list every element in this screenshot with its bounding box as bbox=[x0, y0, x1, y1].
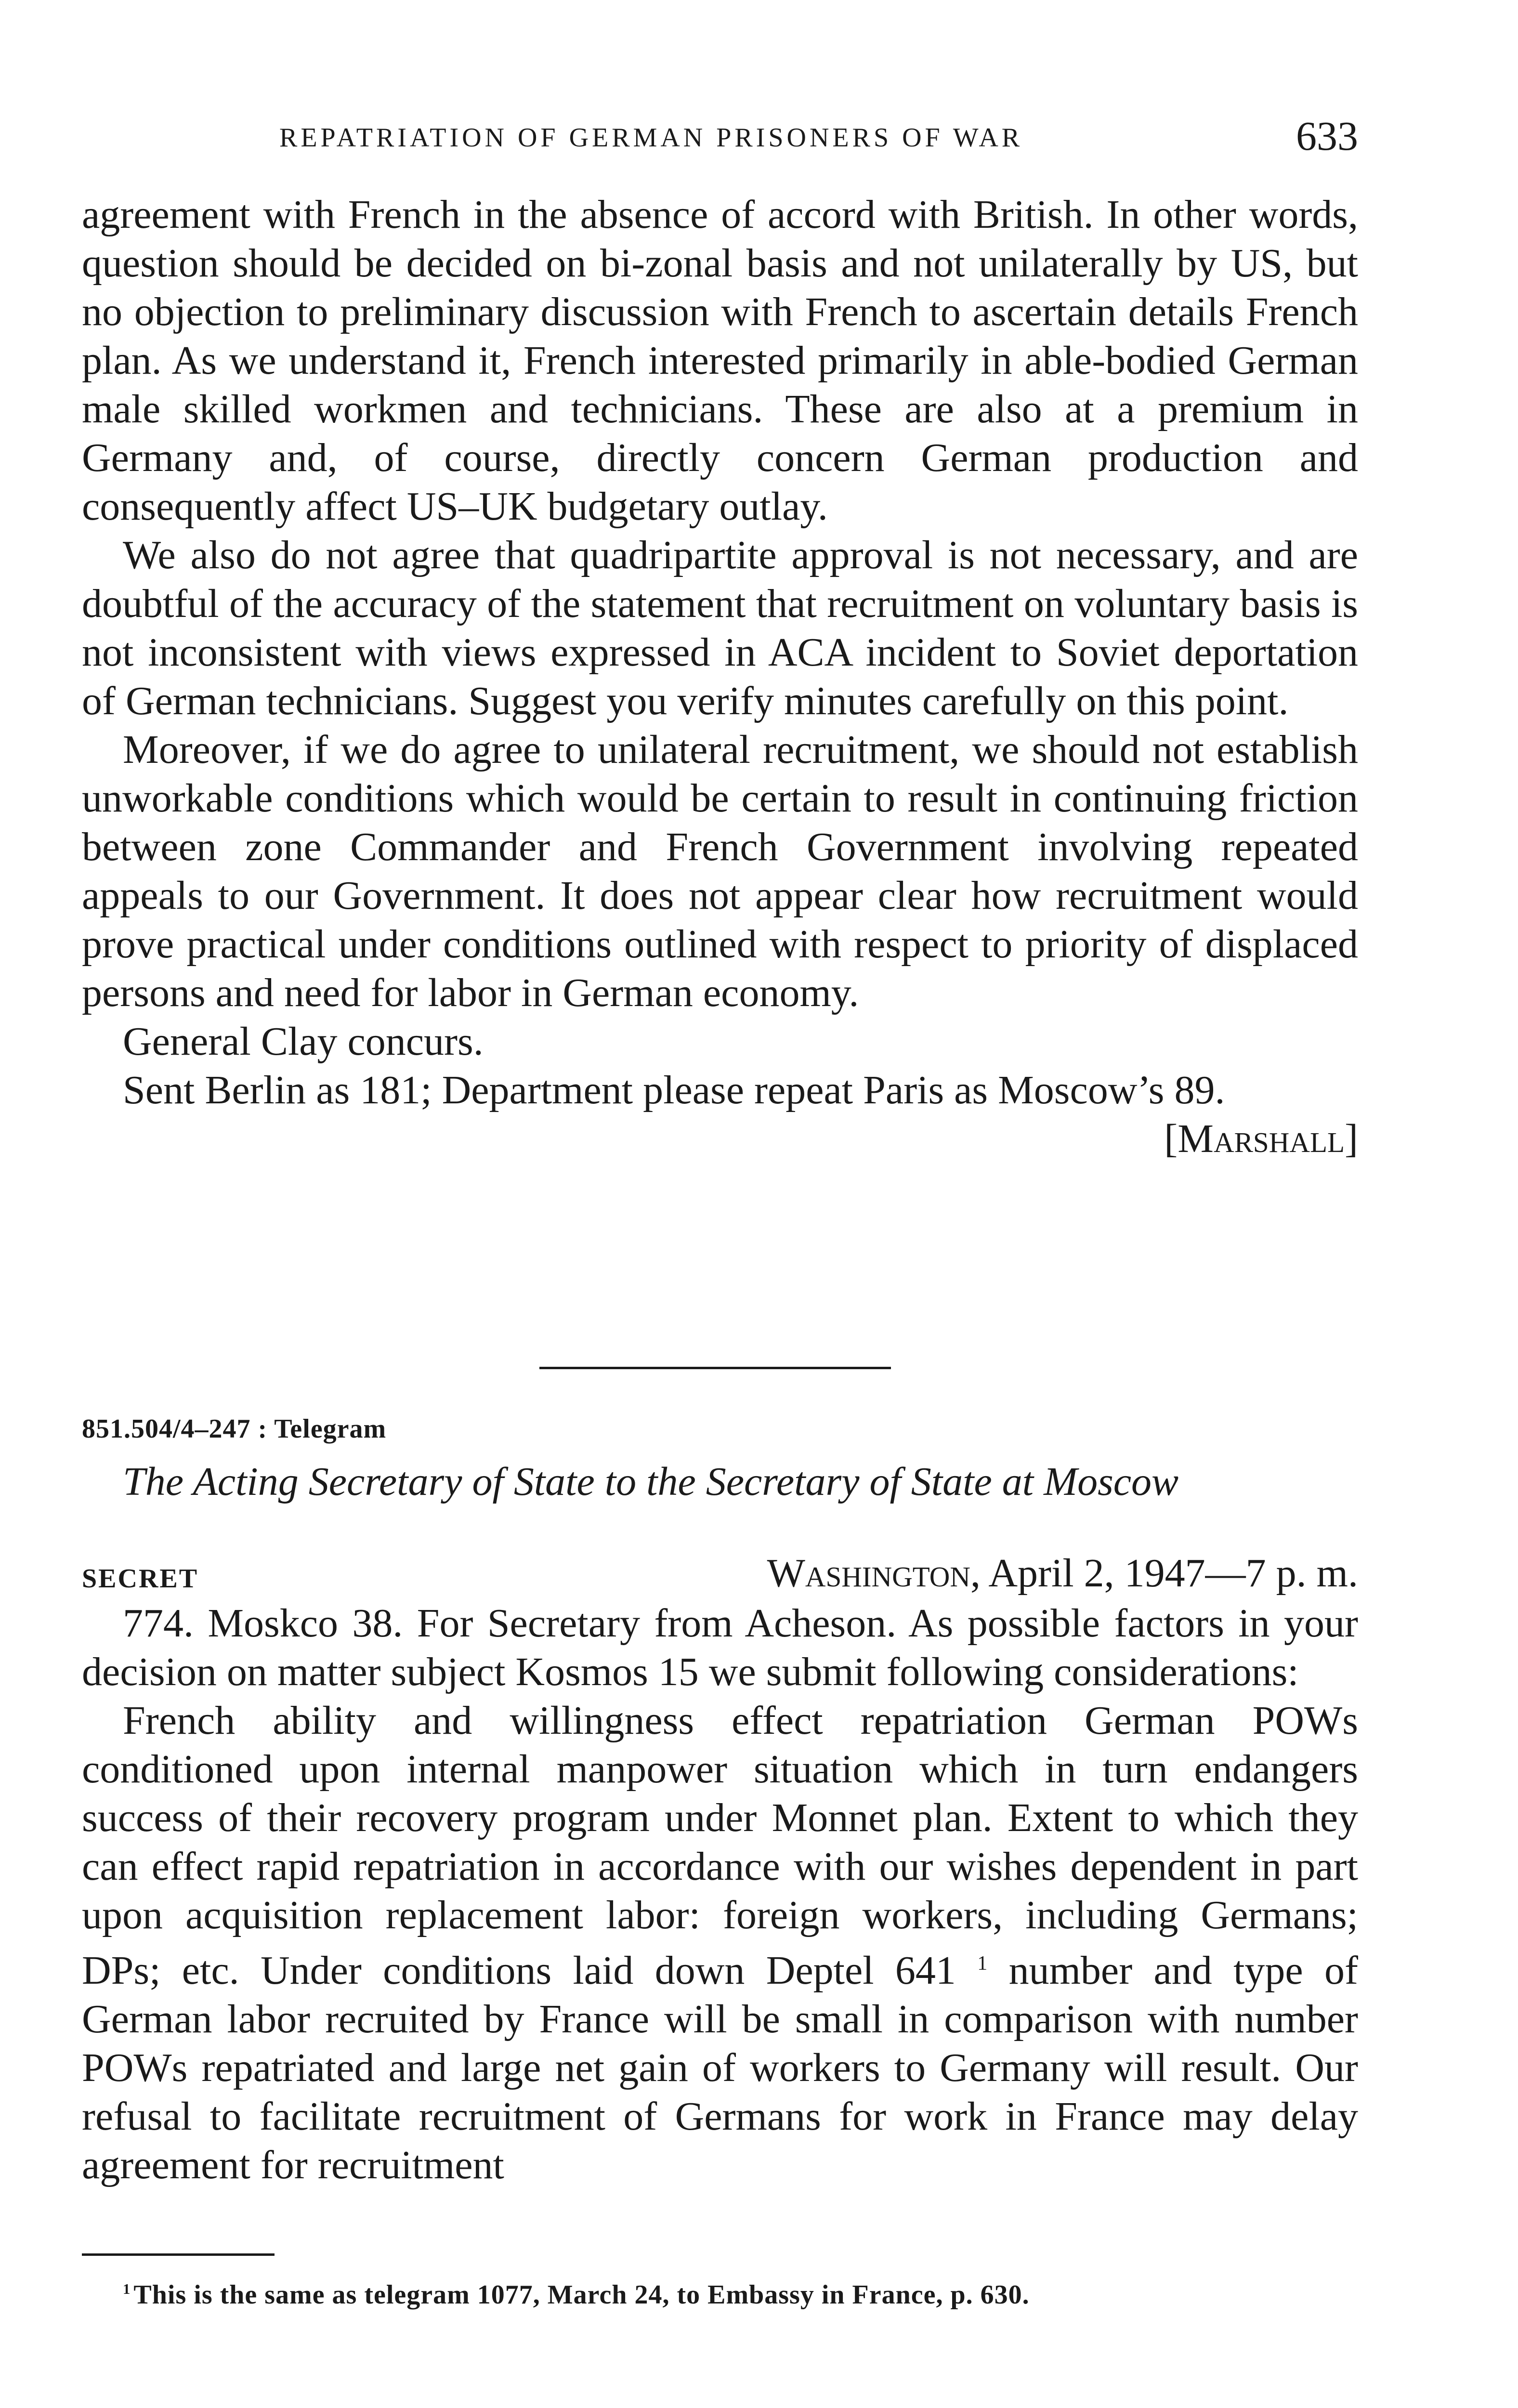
paragraph bbox=[82, 1696, 1358, 2189]
document-heading: The Acting Secretary of State to the Secretary of State at Moscow bbox=[123, 1459, 1179, 1504]
running-head bbox=[82, 112, 1358, 170]
paragraph-text: French ability and willingness effect repatriation German POWs conditioned upon internal manpower situation which in turn endangers success of their recovery program under Monnet plan. Extent to which they can effect rapid repatriation in accordance with our wishes dependent in part upon acquisition replacement labor: foreign workers, including Germans; DPs; etc. Under conditions laid down Deptel 641 bbox=[82, 1698, 1358, 1993]
signature: [Marshall] bbox=[1164, 1116, 1358, 1161]
page-number: 633 bbox=[1296, 113, 1358, 159]
section-divider bbox=[539, 1367, 891, 1369]
paragraph: Sent Berlin as 181; Department please repeat Paris as Moscow’s 89. bbox=[123, 1068, 1225, 1112]
classification-label: SECRET bbox=[82, 1564, 199, 1594]
running-title: REPATRIATION OF GERMAN PRISONERS OF WAR bbox=[279, 123, 1023, 153]
footnote-rule bbox=[82, 2253, 275, 2256]
footnote-text: This is the same as telegram 1077, March 24, to Embassy in France, p. 630. bbox=[133, 2280, 1030, 2310]
paragraph: 774. Moskco 38. For Secretary from Acheson. As possible factors in your decision on matter subject Kosmos 15 we submit following considerations: bbox=[82, 1601, 1358, 1694]
paragraph: Moreover, if we do agree to unilateral recruitment, we should not establish unworkable conditions which would be certain to result in continuing friction between zone Commander and French Government involving repeated appeals to our Government. It does not appear clear how recruitment would prove practical under conditions outlined with respect to priority of displaced persons and need for labor in German economy. bbox=[82, 727, 1358, 1015]
paragraph: We also do not agree that quadripartite approval is not necessary, and are doubtful of the accuracy of the statement that recruitment on voluntary basis is not inconsistent with views expressed in ACA incident to Soviet deportation of German technicians. Suggest you verify minutes carefully on this point. bbox=[82, 533, 1358, 723]
paragraph-text: number and type of German labor recruited by France will be small in comparison with number POWs repatriated and large net gain of workers to Germany will result. Our refusal to facilitate recruitment of Germans for work in France may delay agreement for recruitment bbox=[82, 1948, 1358, 2187]
telegram-meta bbox=[82, 1550, 1358, 1603]
document-reference: 851.504/4–247 : Telegram bbox=[82, 1414, 387, 1444]
footnote-mark: 1 bbox=[123, 2281, 131, 2298]
footnote bbox=[123, 2279, 1030, 2310]
telegram-continuation bbox=[82, 190, 1358, 1163]
paragraph: agreement with French in the absence of accord with British. In other words, question should be decided on bi-zonal basis and not unilaterally by US, but no objection to preliminary discussion with French to ascertain details French plan. As we understand it, French interested primarily in able-bodied German male skilled workmen and technicians. These are also at a premium in Germany and, of course, directly concern German production and consequently affect US–UK budgetary outlay. bbox=[82, 192, 1358, 529]
footnote-reference: 1 bbox=[977, 1952, 988, 1975]
dateline-date: April 2, 1947—7 p. m. bbox=[988, 1551, 1358, 1596]
dateline bbox=[767, 1550, 1358, 1597]
dateline-place: Washington, bbox=[767, 1551, 981, 1596]
telegram-body bbox=[82, 1599, 1358, 2189]
paragraph: General Clay concurs. bbox=[123, 1019, 484, 1064]
